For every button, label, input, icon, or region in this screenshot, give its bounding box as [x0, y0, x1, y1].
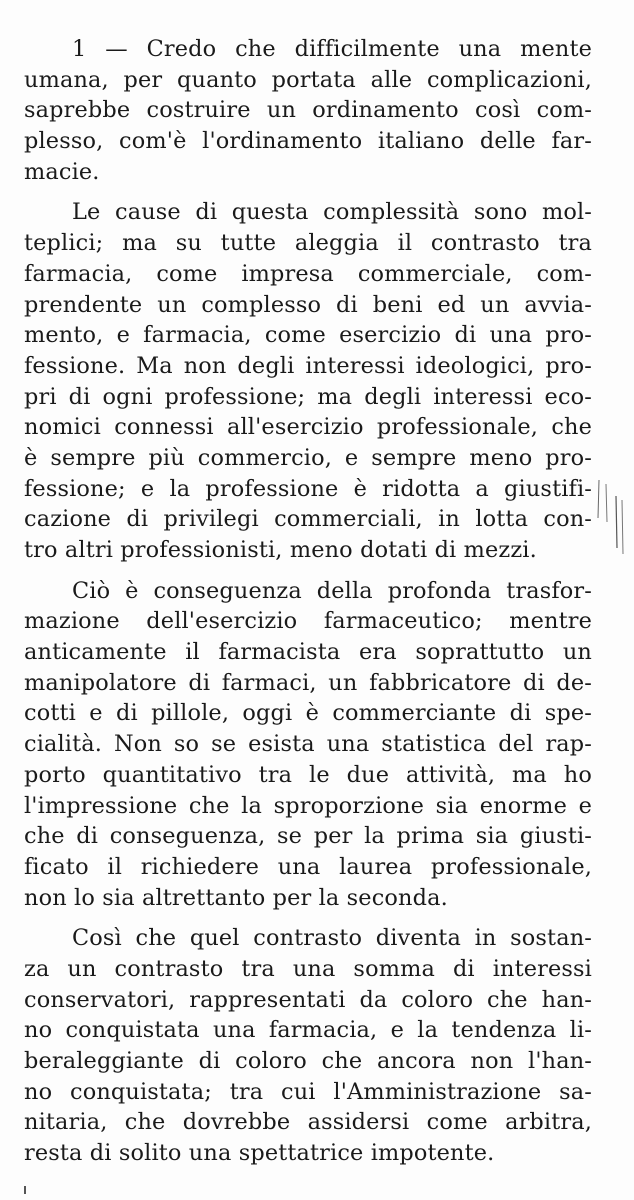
- text-line: pri di ogni professione; ma degli interessi eco-: [24, 383, 592, 410]
- text-line: no conquistata; tra cui l'Amministrazione sa-: [24, 1078, 592, 1105]
- text-line: anticamente il farmacista era soprattutto un: [24, 639, 592, 666]
- margin-scribble: [596, 478, 626, 558]
- text-line: mazione dell'esercizio farmaceutico; mentre: [24, 608, 592, 635]
- text-line: fessione; e la professione è ridotta a giustifi-: [24, 475, 592, 502]
- text-line: tro altri professionisti, meno dotati di mezzi.: [24, 537, 537, 563]
- text-line: cialità. Non so se esista una statistica del rap-: [24, 731, 592, 758]
- text-line: cotti e di pillole, oggi è commerciante di spe-: [24, 700, 592, 727]
- text-line: beraleggiante di coloro che ancora non l'han-: [24, 1048, 592, 1074]
- text-line: che di conseguenza, se per la prima sia giusti-: [24, 823, 592, 850]
- text-line: ficato il richiedere una laurea professionale,: [24, 853, 592, 880]
- text-line: è sempre più commercio, e sempre meno pro-: [24, 444, 592, 471]
- text-line: 1 — Credo che difficilmente una mente: [72, 36, 592, 62]
- text-line: no conquistata una farmacia, e la tendenza li-: [24, 1017, 592, 1044]
- text-line: mento, e farmacia, come esercizio di una pro-: [24, 322, 592, 349]
- text-line: l'impressione che la sproporzione sia enorme e: [24, 792, 592, 819]
- text-line: manipolatore di farmaci, un fabbricatore di de-: [24, 669, 592, 696]
- text-line: nomici connessi all'esercizio professionale, che: [24, 414, 592, 441]
- text-line: resta di solito una spettatrice impotente.: [24, 1140, 495, 1167]
- paragraph-3: [24, 576, 592, 914]
- text-line: non lo sia altrettanto per la seconda.: [24, 884, 448, 911]
- text-line: umana, per quanto portata alle complicazioni,: [24, 66, 592, 93]
- text-line: za un contrasto tra una somma di interessi: [24, 955, 592, 982]
- paragraph-1: [24, 34, 592, 187]
- text-line: saprebbe costruire un ordinamento così com-: [24, 97, 592, 124]
- text-line: fessione. Ma non degli interessi ideologici, pro-: [24, 352, 592, 379]
- text-line: porto quantitativo tra le due attività, ma ho: [24, 761, 592, 788]
- text-line: Così che quel contrasto diventa in sostan-: [72, 925, 592, 952]
- paragraph-4: [24, 923, 592, 1169]
- text-line: cazione di privilegi commerciali, in lotta con-: [24, 506, 592, 533]
- text-line: teplici; ma su tutte aleggia il contrasto tra: [24, 230, 592, 257]
- text-line: Le cause di questa complessità sono mol-: [72, 199, 592, 226]
- paragraph-2: [24, 197, 592, 565]
- body-text: [24, 34, 592, 1169]
- text-line: prendente un complesso di beni ed un avvia-: [24, 291, 592, 318]
- text-line: plesso, com'è l'ordinamento italiano delle far-: [24, 128, 592, 155]
- text-line: nitaria, che dovrebbe assidersi come arbitra,: [24, 1109, 592, 1136]
- text-line: farmacia, come impresa commerciale, com-: [24, 260, 592, 287]
- text-line: Ciò è conseguenza della profonda trasfor-: [72, 577, 592, 604]
- text-line: conservatori, rappresentati da coloro che han-: [24, 986, 592, 1013]
- page-edge-mark: [24, 1186, 26, 1194]
- text-line: macie.: [24, 158, 100, 185]
